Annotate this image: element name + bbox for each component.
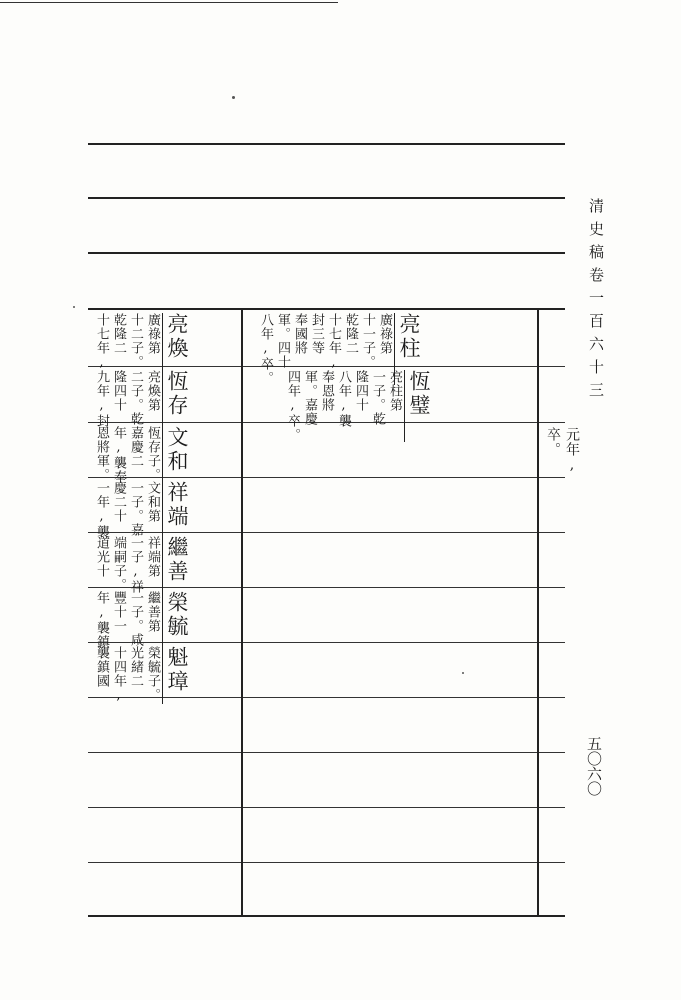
scan-speck <box>232 96 235 99</box>
bio-line: 襲鎮國 <box>94 646 109 688</box>
column-divider-middle <box>241 308 243 917</box>
generation-cell-kuizhang <box>94 646 190 704</box>
bio-line: 廣祿第 <box>145 313 160 355</box>
scan-speck <box>462 672 464 674</box>
bio-line: 一子。咸 <box>128 591 143 647</box>
bio-line: 封三等 <box>309 313 324 355</box>
generation-cell-lianghuan <box>94 313 190 371</box>
scan-speck <box>73 306 75 308</box>
bio-line: 一子。嘉 <box>128 481 143 537</box>
bio-line: 隆四十 <box>111 370 126 412</box>
book-title: 清史稿卷一百六十三 <box>587 198 605 405</box>
bio-line: 繼善第 <box>145 591 160 633</box>
generation-cell-hengbi <box>285 370 432 442</box>
bio-line: 十一子。 <box>360 313 375 369</box>
bio-line: 恩將軍。 <box>94 426 109 482</box>
person-name-hengcun: 恆存 <box>162 370 190 428</box>
bio-line: 亮柱第 <box>387 370 402 412</box>
bio-line: 嘉慶二 <box>128 426 143 468</box>
bio-line: 豐十一 <box>111 591 126 633</box>
page-number: 五〇六〇 <box>585 736 603 796</box>
far-right-note <box>545 427 580 474</box>
bio-line: 榮毓子。 <box>145 646 160 702</box>
generation-cell-hengcun <box>94 370 190 428</box>
bio-line: 光緒二 <box>128 646 143 688</box>
bio-line: 十七年, <box>94 313 109 371</box>
bio-line: 十七年, <box>326 313 341 371</box>
person-name-hengbi: 恆璧 <box>404 370 432 442</box>
bio-line: 十二子。 <box>128 313 143 369</box>
bio-line: 四年,卒。 <box>285 370 300 442</box>
row-rule-10 <box>88 862 565 863</box>
bio-line: 九年,封 <box>94 370 109 428</box>
bio-line: 一子。乾 <box>370 370 385 426</box>
row-rule-9 <box>88 807 565 808</box>
bio-line: 卒。 <box>545 427 561 457</box>
bio-line: 十四年, <box>111 646 126 704</box>
bio-line: 一子,祥 <box>128 536 143 594</box>
top-edge-rule <box>0 2 338 3</box>
bio-line: 端嗣子。 <box>111 536 126 592</box>
bio-line: 一年,襲 <box>94 481 109 539</box>
section-rule-2 <box>88 197 565 199</box>
bio-line: 隆四十 <box>353 370 368 412</box>
bio-line: 乾隆二 <box>111 313 126 355</box>
bio-line: 道光十 <box>94 536 109 578</box>
bio-line: 文和第 <box>145 481 160 523</box>
bio-line: 二子。乾 <box>128 370 143 426</box>
generation-cell-jishan <box>94 536 190 594</box>
bio-line: 軍。嘉慶 <box>302 370 317 426</box>
person-name-jishan: 繼善 <box>162 536 190 594</box>
bio-line: 年,襲鎮 <box>94 591 109 649</box>
person-name-rongyu: 榮毓 <box>162 591 190 649</box>
bio-line: 奉國將 <box>292 313 307 355</box>
row-rule-8 <box>88 752 565 753</box>
bio-line: 八年,卒。 <box>258 313 273 385</box>
bio-line: 元年, <box>564 427 580 474</box>
bio-line: 祥端第 <box>145 536 160 578</box>
bio-line: 軍。四十 <box>275 313 290 369</box>
section-rule-3 <box>88 252 565 254</box>
person-name-lianghuan: 亮煥 <box>162 313 190 371</box>
bio-line: 亮煥第 <box>145 370 160 412</box>
bio-line: 年,襲奉 <box>111 426 126 484</box>
column-divider-right <box>537 308 539 917</box>
bio-line: 恆存子。 <box>145 426 160 482</box>
bio-line: 慶二十 <box>111 481 126 523</box>
generation-cell-rongyu <box>94 591 190 649</box>
bio-line: 八年,襲 <box>336 370 351 428</box>
person-name-kuizhang: 魁璋 <box>162 646 190 704</box>
person-name-liangzhu: 亮柱 <box>394 313 422 385</box>
bio-line: 奉恩將 <box>319 370 334 412</box>
generation-cell-xiangduan <box>94 481 190 539</box>
generation-cell-wenhe <box>94 426 190 484</box>
table-bottom-rule <box>88 915 565 917</box>
bio-line: 乾隆二 <box>343 313 358 355</box>
table-top-rule <box>88 308 565 310</box>
person-name-wenhe: 文和 <box>162 426 190 484</box>
person-name-xiangduan: 祥端 <box>162 481 190 539</box>
bio-line: 廣祿第 <box>377 313 392 355</box>
section-rule-1 <box>88 143 565 145</box>
